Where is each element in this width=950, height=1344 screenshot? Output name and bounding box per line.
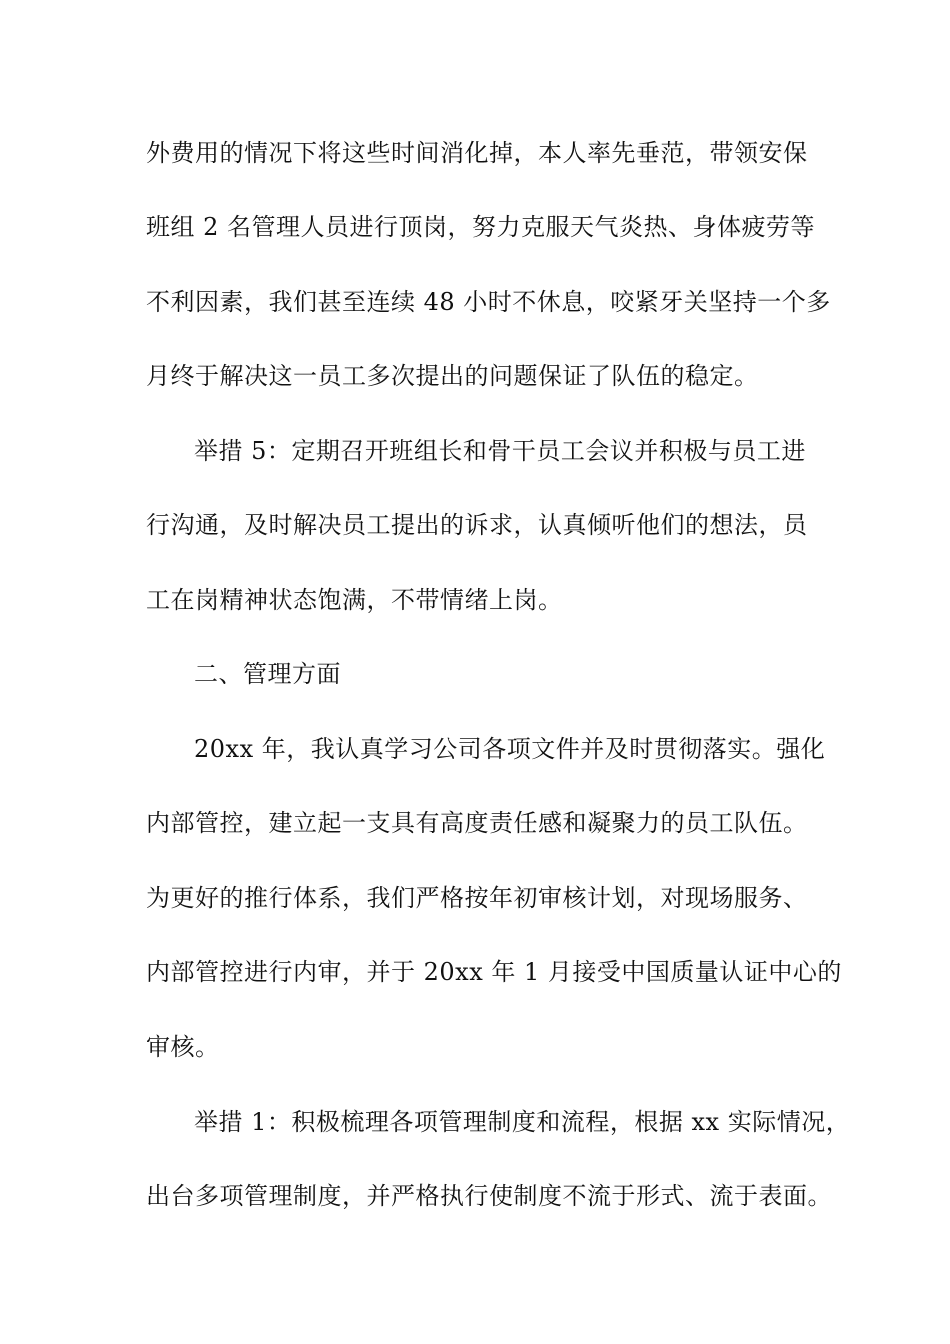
text-line: 外费用的情况下将这些时间消化掉，本人率先垂范，带领安保 [146,139,808,167]
text-line: 出台多项管理制度，并严格执行使制度不流于形式、流于表面。 [146,1182,832,1210]
text-line: 工在岗精神状态饱满，不带情绪上岗。 [146,586,563,614]
text-line: 内部管控进行内审，并于 20xx 年 1 月接受中国质量认证中心的 [146,958,842,986]
paragraph-management: 20xx 年，我认真学习公司各项文件并及时贯彻落实。强化 [194,735,826,763]
section-heading: 二、管理方面 [194,660,341,688]
text-line: 班组 2 名管理人员进行顶岗，努力克服天气炎热、身体疲劳等 [146,213,816,241]
paragraph-measure-5: 举措 5：定期召开班组长和骨干员工会议并积极与员工进 [194,437,806,465]
text-line: 审核。 [146,1033,220,1061]
text-line: 行沟通，及时解决员工提出的诉求，认真倾听他们的想法，员 [146,511,808,539]
text-line: 内部管控，建立起一支具有高度责任感和凝聚力的员工队伍。 [146,809,808,837]
paragraph-measure-1: 举措 1：积极梳理各项管理制度和流程，根据 xx 实际情况， [194,1108,851,1136]
text-line: 不利因素，我们甚至连续 48 小时不休息，咬紧牙关坚持一个多 [146,288,831,316]
text-line: 为更好的推行体系，我们严格按年初审核计划，对现场服务、 [146,884,808,912]
text-line: 月终于解决这一员工多次提出的问题保证了队伍的稳定。 [146,362,759,390]
